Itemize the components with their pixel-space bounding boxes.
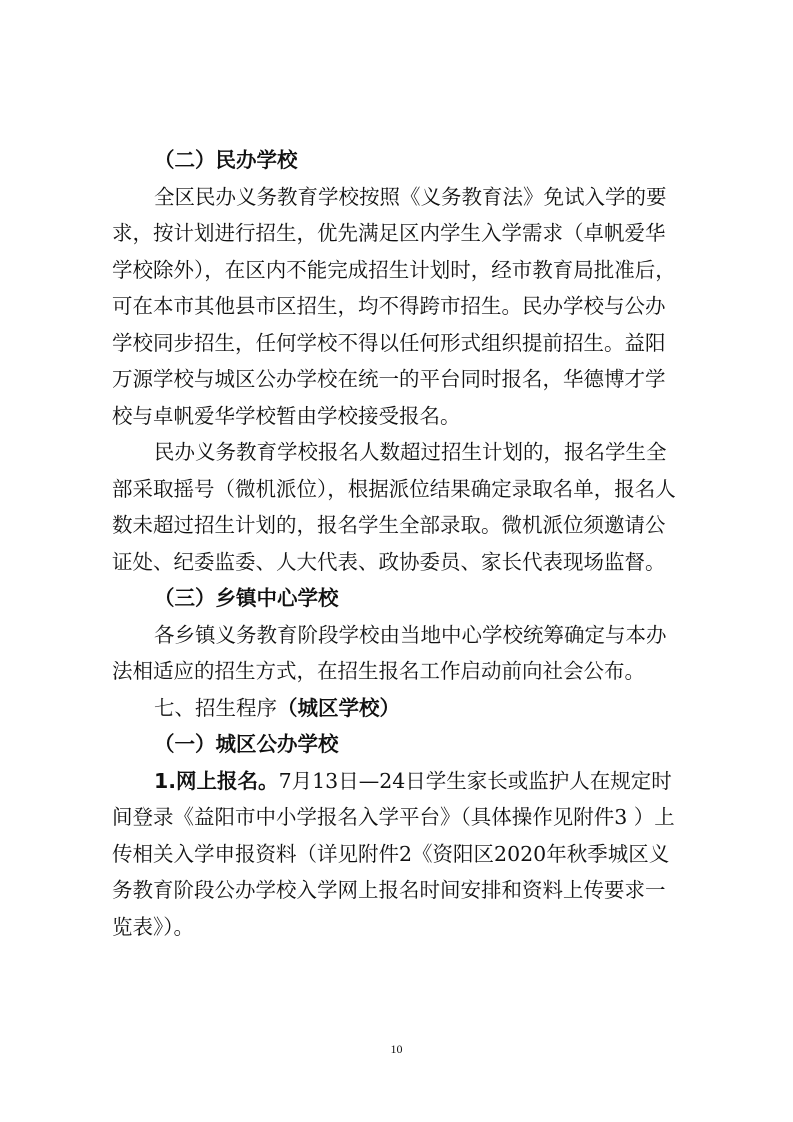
document-body <box>112 142 696 945</box>
paragraph-private-admission <box>112 179 696 435</box>
text-line: 全区民办义务教育学校按照《义务教育法》免试入学的要 <box>154 184 667 209</box>
text-line: 务教育阶段公办学校入学网上报名时间安排和资料上传要求一 <box>112 878 666 902</box>
text-line: 民办义务教育学校报名人数超过招生计划的，报名学生全 <box>154 440 667 464</box>
heading-township-schools: （三）乡镇中心学校 <box>154 586 339 610</box>
text-line: 学校同步招生，任何学校不得以任何形式组织提前招生。益阳 <box>112 330 666 355</box>
heading-admission-procedure <box>112 690 696 727</box>
heading-procedure-sub: （城区学校） <box>277 695 400 720</box>
text-line: 数未超过招生计划的，报名学生全部录取。微机派位须邀请公 <box>112 513 666 537</box>
heading-urban-public-schools: （一）城区公办学校 <box>154 732 339 756</box>
text-line: 学校除外），在区内不能完成招生计划时，经市教育局批准后， <box>112 257 676 282</box>
heading-procedure-main: 七、招生程序 <box>154 695 277 720</box>
text-line: 万源学校与城区公办学校在统一的平台同时报名，华德博才学 <box>112 367 666 391</box>
text-line: 校与卓帆爱华学校暂由学校接受报名。 <box>112 403 461 428</box>
text-span: 7月13日—24日学生家长或监护人在规定时 <box>278 768 672 793</box>
paragraph-township-admission <box>112 617 696 690</box>
paragraph-private-lottery <box>112 434 696 580</box>
text-line: 可在本市其他县市区招生，均不得跨市招生。民办学校与公办 <box>112 294 666 318</box>
text-line: 证处、纪委监委、人大代表、政协委员、家长代表现场监督。 <box>112 549 666 574</box>
text-line: 传相关入学申报资料（详见附件2《资阳区2020年秋季城区义 <box>112 841 670 866</box>
page-number: 10 <box>390 1042 403 1056</box>
text-line: 求，按计划进行招生，优先满足区内学生入学需求（卓帆爱华 <box>112 221 666 245</box>
item-label-online-registration: 1.网上报名。 <box>154 768 279 793</box>
heading-private-schools: （二）民办学校 <box>154 148 298 172</box>
text-line: 间登录《益阳市中小学报名入学平台》（具体操作见附件3 ）上 <box>112 805 675 829</box>
text-line: 部采取摇号（微机派位），根据派位结果确定录取名单，报名人 <box>112 476 676 501</box>
paragraph-online-registration <box>112 763 696 946</box>
text-line: 各乡镇义务教育阶段学校由当地中心学校统筹确定与本办 <box>154 622 667 647</box>
text-line: 法相适应的招生方式，在招生报名工作启动前向社会公布。 <box>112 659 645 683</box>
text-line: 览表》）。 <box>112 914 194 939</box>
text-line <box>112 763 696 800</box>
